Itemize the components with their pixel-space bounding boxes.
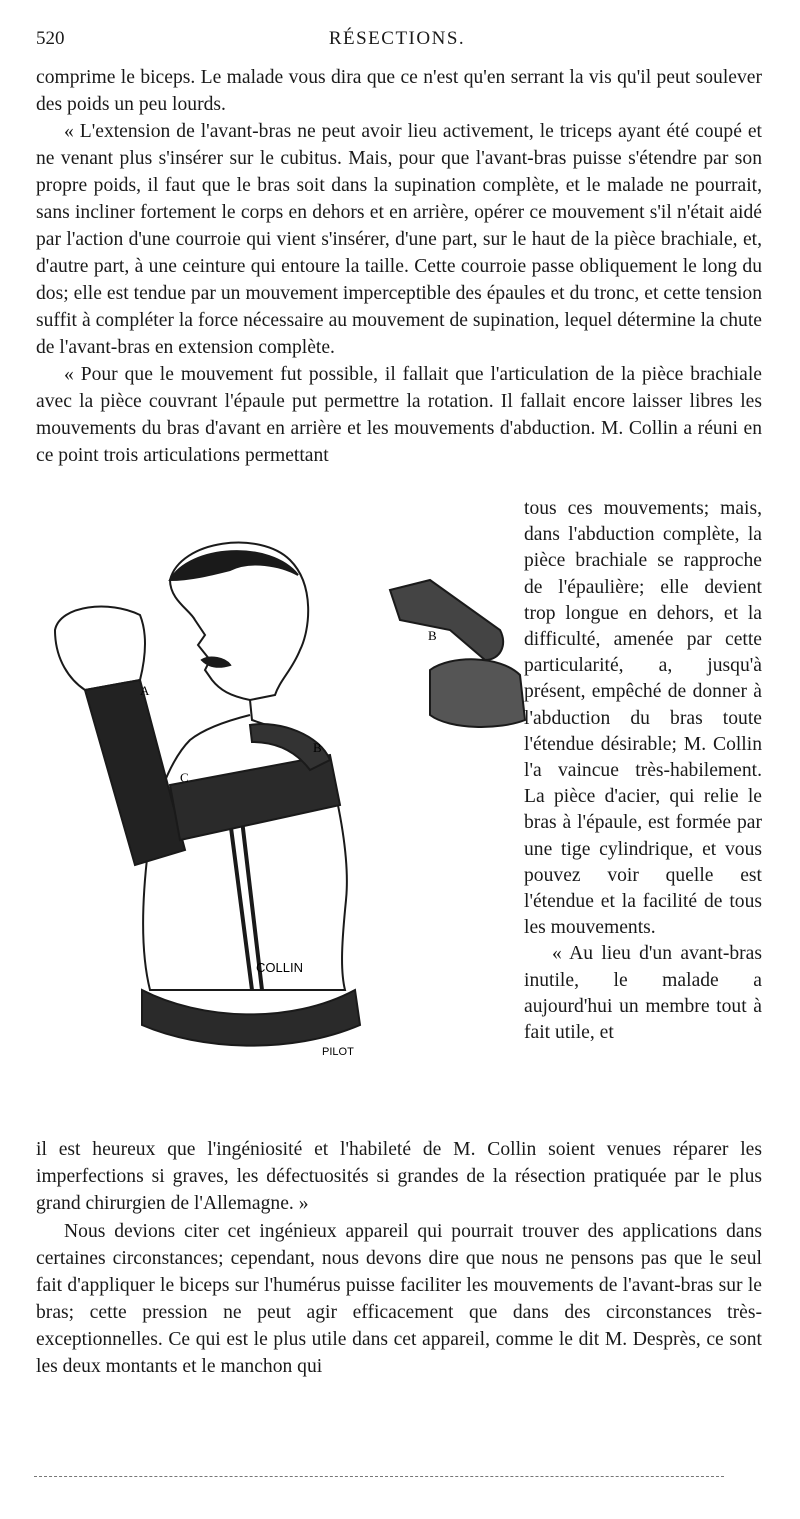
figure-arm-apparatus — [30, 520, 530, 1100]
label-b: B — [313, 740, 322, 755]
engraver-signature: PILOT — [322, 1046, 354, 1058]
label-a: A — [140, 683, 150, 698]
wrapped-text-column — [524, 496, 762, 1046]
footer-rule — [34, 1476, 724, 1477]
paragraph: « Pour que le mouvement fut possible, il fallait que l'articulation de la pièce brachiale avec la pièce couvrant l'épaule put permettre la rotation. Il fallait encore laisser libres les mouvements du bras d'avant en arrière et les mouvements d'abduction. M. Collin a réuni en ce point trois articulations permettant — [36, 364, 762, 466]
belt-maker-label: COLLIN — [256, 960, 303, 975]
paragraph: « L'extension de l'avant-bras ne peut avoir lieu activement, le triceps ayant été coupé et ne venant plus s'insérer sur le cubitus. Mais, pour que l'avant-bras puisse s'étendre par son propre poids, il faut que le bras soit dans la supination complète, et le malade ne pourrait, sans incliner fortement le corps en dehors et en arrière, opérer ce mouvement s'il n'était aidé par l'action d'une courroie qui vient s'insérer, d'une part, sur le haut de la pièce brachiale, et, d'autre part, à une ceinture qui entoure la taille. Cette courroie passe obliquement le long du dos; elle est tendue par un mouvement imperceptible des épaules et du tronc, et cette tension suffit à compléter la force nécessaire au mouvement de supination, lequel détermine la chute de l'avant-bras en extension complète. — [36, 121, 762, 358]
body-text-top — [36, 64, 762, 469]
body-text-continuation — [36, 1136, 762, 1217]
joint-detail — [390, 580, 503, 660]
page-number: 520 — [36, 28, 65, 49]
epauliere-detail — [430, 659, 525, 727]
paragraph: comprime le biceps. Le malade vous dira que ce n'est qu'en serrant la vis qu'il peut soulever des poids un peu lourds. — [36, 67, 762, 115]
body-text-final — [36, 1218, 762, 1380]
label-b-detail: B — [428, 628, 437, 643]
waist-belt — [142, 990, 360, 1046]
label-c: C — [180, 770, 189, 785]
forearm-brace — [85, 680, 185, 865]
fist — [55, 607, 145, 690]
engraving-illustration — [30, 520, 530, 1100]
paragraph: Nous devions citer cet ingénieux appareil qui pourrait trouver des applications dans certaines circonstances; cependant, nous devons dire que nous ne pensons pas que le seul fait d'appliquer le biceps sur l'humérus puisse faciliter les mouvements de l'avant-bras sur le bras; cette pression ne peut agir efficacement que dans des circonstances très-exceptionnelles. Ce qui est le plus utile dans cet appareil, comme le dit M. Desprès, ce sont les deux montants et le manchon qui — [36, 1221, 762, 1377]
paragraph: « Au lieu d'un avant-bras inutile, le malade a aujourd'hui un membre tout à fait utile, et — [524, 943, 762, 1044]
paragraph: tous ces mouvements; mais, dans l'abduction complète, la pièce brachiale se rapproche de l'épaulière; elle devient trop longue en dehors, et la difficulté, amenée par cette particularité, a, jusqu'à présent, empêché de donner à l'abduction du bras toute l'étendue désirable; M. Collin l'a vaincue très-habilement. La pièce d'acier, qui relie le bras à l'épaule, est formée par une tige cylindrique, et vous pouvez voir quelle est l'étendue et la facilité de tous les mouvements. — [524, 498, 762, 939]
page-header — [36, 28, 758, 54]
running-title: RÉSECTIONS. — [328, 28, 466, 49]
paragraph: il est heureux que l'ingéniosité et l'habileté de M. Collin soient venues réparer les imperfections si graves, les défectuosités si grandes de la résection pratiquée par le plus grand chirurgien de l'Allemagne. » — [36, 1139, 762, 1214]
